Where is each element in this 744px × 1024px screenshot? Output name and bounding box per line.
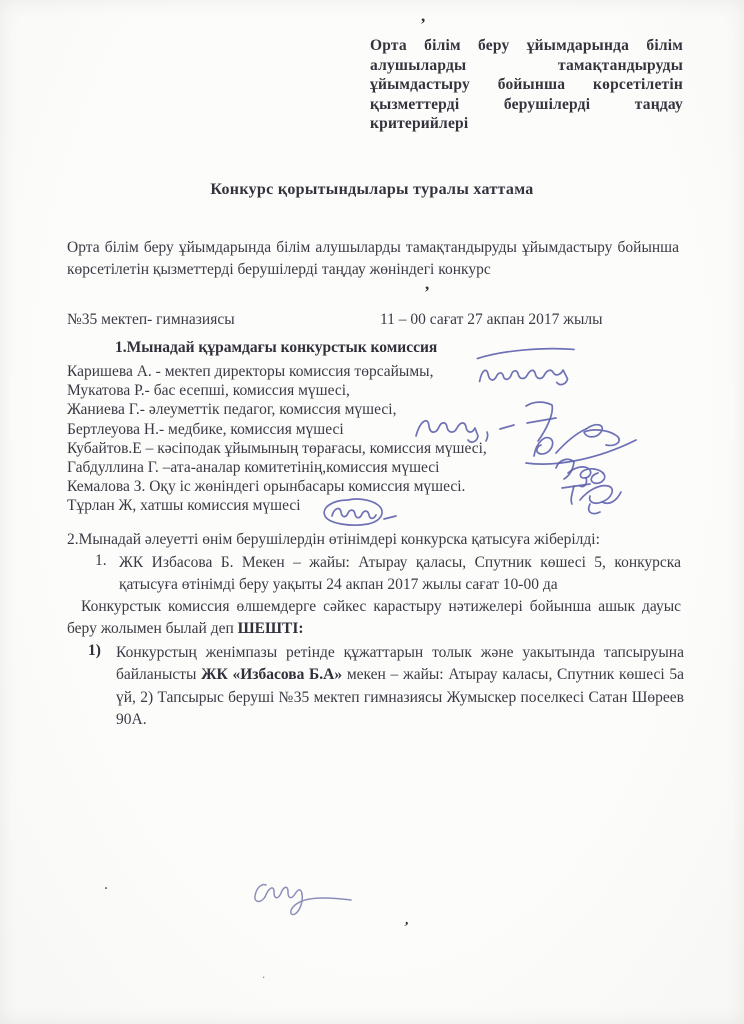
school-name: №35 мектеп- гимназиясы — [67, 311, 235, 328]
intro-paragraph: Орта білім беру ұйымдарында білім алушыларды тамақтандыруды ұйымдастыру бойынша көрсетілетін қызметтерді берушілерді таңдау жөніндегі конкурс — [67, 239, 679, 278]
application-item-text: ЖК Избасова Б. Мекен – жайы: Атырау қаласы, Спутник көшесі 5, конкурска қатысуға өтінімді беру уақыты 24 акпан 2017 жылы сағат 10-00 да — [119, 554, 681, 593]
stray-mark-bottom: ’ — [401, 919, 410, 936]
signature-bottom — [248, 872, 358, 920]
resolution-intro — [67, 596, 681, 640]
resolution-intro-text: Конкурстык комиссия өлшемдерге сәйкес карастыру нәтижелері бойынша ашык дауыс беру жолымен былай деп — [67, 598, 681, 637]
commission-member: Мукатова Р.- бас есепші, комиссия мүшесі, — [67, 382, 350, 400]
commission-member: Кубайтов.Е – кәсіподак ұйымының төрағасы, комиссия мүшесі, — [67, 439, 487, 457]
commission-member: Габдуллина Г. –ата-аналар комитетінің,комиссия мүшесі — [67, 459, 440, 477]
applications-heading: 2.Мынадай әлеуетті өнім берушілердін өтінімдері конкурска қатысуға жіберілді: — [67, 531, 600, 548]
signature-karisheva — [471, 344, 581, 394]
signature-kemalova — [554, 472, 626, 520]
decision-item-text — [116, 642, 684, 731]
commission-member: Каришева А. - мектеп директоры комиссия төрсайымы, — [67, 363, 434, 380]
decision-winner-name: ЖК «Избасова Б.А» — [201, 666, 343, 684]
decision-item — [88, 642, 684, 731]
application-item — [95, 552, 681, 595]
commission-member: Тұрлан Ж, хатшы комиссия мүшесі — [67, 497, 301, 515]
stray-dot-left: . — [104, 876, 108, 893]
signature-turlan — [316, 494, 412, 530]
stray-dot-bottom: . — [262, 966, 266, 981]
application-item-number: 1. — [95, 552, 107, 569]
commission-member: Бертлеуова Н.- медбике, комиссия мүшесі — [67, 420, 344, 438]
commission-member: Жаниева Г.- әлеуметтік педагог, комиссия мүшесі, — [67, 401, 397, 419]
stray-mark-top: , — [421, 6, 426, 25]
decision-text-after: мекен – жайы: Атырау каласы, Спутник көшесі 5а үй, 2) Тапсырыс беруші №35 мектеп гимназиясы Жумыскер поселкесі Сатан Шөреев 90А. — [116, 666, 685, 728]
commission-heading: 1.Мынадай құрамдағы конкурстык комиссия — [115, 339, 438, 356]
protocol-datetime: 11 – 00 сағат 27 акпан 2017 жылы — [380, 311, 603, 328]
stray-mark-middle: , — [425, 274, 430, 293]
resolution-decided-word: ШЕШТІ: — [237, 620, 304, 637]
decision-text-before: Конкурстың женімпазы ретінде құжаттарын толык және уакытында тапсыруына байланысты — [116, 644, 684, 684]
decision-item-marker: 1) — [88, 642, 101, 659]
commission-member: Кемалова З. Оқу іс жөніндегі орынбасары комиссия мүшесі. — [67, 478, 466, 496]
criteria-header-block: Орта білім беру ұйымдарында білім алушыларды тамақтандыруды ұйымдастыру бойынша көрсетілетін қызметтерді берушілерді таңдау критерийлері — [370, 37, 683, 133]
document-title: Конкурс қорытындылары туралы хаттама — [210, 181, 534, 198]
